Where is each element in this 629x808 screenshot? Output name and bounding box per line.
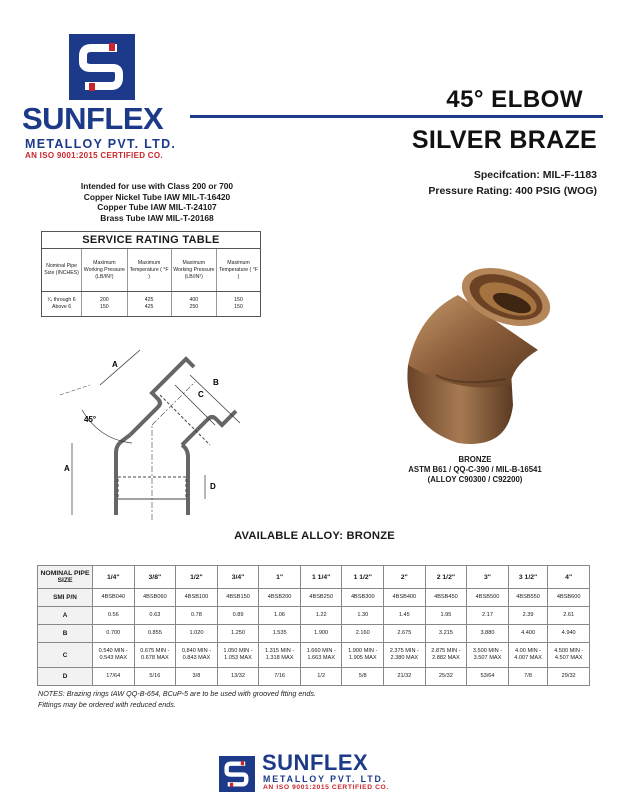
table-cell: 1 1/4" (300, 566, 342, 589)
table-cell: 0.56 (93, 607, 135, 625)
table-cell: 4BSB060 (134, 589, 176, 607)
table-cell: 1.900 MIN - 1.905 MAX (342, 643, 384, 668)
table-cell: 2.160 (342, 625, 384, 643)
table-cell: 25/32 (425, 668, 467, 686)
table-cell: 4.940 (548, 625, 590, 643)
table-cell: 0.700 (93, 625, 135, 643)
title-divider (190, 115, 603, 118)
service-cell: ¹⁄₄ through 6 Above 6 (47, 297, 76, 310)
table-cell: 4BSB300 (342, 589, 384, 607)
table-row (38, 668, 590, 686)
diagram-label-a-top: A (112, 360, 118, 369)
table-cell: 4BSB400 (384, 589, 426, 607)
caption-line: ASTM B61 / QQ-C-390 / MIL-B-16541 (408, 465, 542, 474)
caption-line: BRONZE (458, 455, 492, 464)
diagram-label-b: B (213, 378, 219, 387)
service-header: Maximum Temperature ( °F ) (217, 249, 261, 292)
table-row (38, 566, 590, 589)
table-cell: 29/32 (548, 668, 590, 686)
service-header: Nominal Pipe Size (INCHES) (42, 249, 82, 292)
table-cell: 3/8" (134, 566, 176, 589)
table-cell: 1.30 (342, 607, 384, 625)
footer-logo-mark (219, 756, 255, 792)
brand-name: SUNFLEX (22, 101, 164, 136)
row-label: SMI P/N (38, 589, 93, 607)
table-cell: 1" (259, 566, 301, 589)
table-cell: 4.00 MIN - 4.007 MAX (508, 643, 548, 668)
table-cell: 13/32 (217, 668, 259, 686)
photo-caption (350, 455, 600, 485)
table-cell: 1/4" (93, 566, 135, 589)
table-row (38, 589, 590, 607)
diagram-label-c: C (198, 390, 204, 399)
spec-specification: Specifcation: MIL-F-1183 (473, 169, 597, 181)
table-cell: 7/16 (259, 668, 301, 686)
table-cell: 3.880 (467, 625, 509, 643)
diagram-label-d: D (210, 482, 216, 491)
table-cell: 5/8 (342, 668, 384, 686)
service-table-title: SERVICE RATING TABLE (42, 232, 260, 249)
table-cell: 5/16 (134, 668, 176, 686)
table-cell: 0.78 (176, 607, 218, 625)
brand-logo-mark (69, 34, 135, 100)
table-cell: 4BSB550 (508, 589, 548, 607)
diagram-label-angle: 45° (84, 415, 97, 424)
table-cell: 0.840 MIN - 0.843 MAX (176, 643, 218, 668)
intended-line: Copper Nickel Tube IAW MIL-T-16420 (83, 191, 231, 202)
table-cell: 3 1/2" (508, 566, 548, 589)
table-cell: 3.500 MIN - 3.507 MAX (467, 643, 509, 668)
table-cell: 4" (548, 566, 590, 589)
table-cell: 3.215 (425, 625, 467, 643)
row-label: D (38, 668, 93, 686)
caption-line: (ALLOY C90300 / C92200) (427, 475, 523, 484)
table-cell: 2 1/2" (425, 566, 467, 589)
table-cell: 4BSB450 (425, 589, 467, 607)
service-cell: 400 250 (171, 292, 216, 317)
service-cell: 150 150 (217, 292, 261, 317)
table-cell: 4BSB100 (176, 589, 218, 607)
notes (38, 688, 316, 710)
page-title: 45° ELBOW (446, 86, 583, 113)
table-cell: 4BSB500 (467, 589, 509, 607)
table-cell: 2.39 (508, 607, 548, 625)
table-cell: 2.375 MIN - 2.380 MAX (384, 643, 426, 668)
table-cell: 4BSB600 (548, 589, 590, 607)
footer-brand-subtitle: METALLOY PVT. LTD. (263, 774, 388, 784)
table-cell: 53/64 (467, 668, 509, 686)
service-rating-table (41, 231, 261, 317)
table-cell: 0.89 (217, 607, 259, 625)
table-cell: 1.95 (425, 607, 467, 625)
table-cell: 1.535 (259, 625, 301, 643)
table-cell: 4BSB150 (217, 589, 259, 607)
elbow-dimension-diagram (60, 345, 250, 520)
intended-line: Brass Tube IAW MIL-T-20168 (100, 212, 214, 223)
table-cell: 1.45 (384, 607, 426, 625)
row-label: NOMINAL PIPE SIZE (38, 566, 93, 589)
spec-pressure: Pressure Rating: 400 PSIG (WOG) (428, 185, 597, 197)
row-label: A (38, 607, 93, 625)
table-cell: 17/64 (93, 668, 135, 686)
table-cell: 1.250 (217, 625, 259, 643)
table-cell: 3" (467, 566, 509, 589)
page-subtitle: SILVER BRAZE (411, 126, 597, 154)
footer-brand-name: SUNFLEX (262, 750, 369, 775)
table-row (38, 625, 590, 643)
table-cell: 4.400 (508, 625, 548, 643)
table-cell: 1.22 (300, 607, 342, 625)
table-cell: 21/32 (384, 668, 426, 686)
sunflex-s-icon (219, 756, 255, 792)
intended-line: Copper Tube IAW MIL-T-24107 (97, 202, 217, 212)
table-cell: 0.63 (134, 607, 176, 625)
table-cell: 2.61 (548, 607, 590, 625)
table-cell: 4.500 MIN - 4.507 MAX (548, 643, 590, 668)
table-cell: 2.675 (384, 625, 426, 643)
table-cell: 4BSB200 (259, 589, 301, 607)
table-cell: 1/2 (300, 668, 342, 686)
note-line: Fittings may be ordered with reduced ends. (38, 700, 176, 709)
table-cell: 1/2" (176, 566, 218, 589)
table-cell: 7/8 (508, 668, 548, 686)
row-label: B (38, 625, 93, 643)
table-cell: 2" (384, 566, 426, 589)
bronze-elbow-photo (388, 255, 558, 450)
service-header: Maximum Working Pressure (LB/IN²) (171, 249, 216, 292)
table-cell: 2.17 (467, 607, 509, 625)
table-cell: 0.855 (134, 625, 176, 643)
intended-line: Intended for use with Class 200 or 700 (80, 181, 234, 191)
table-cell: 3/8 (176, 668, 218, 686)
diagram-label-a: A (64, 464, 70, 473)
table-cell: 2.875 MIN - 2.882 MAX (425, 643, 467, 668)
table-cell: 1.900 (300, 625, 342, 643)
table-cell: 1 1/2" (342, 566, 384, 589)
table-cell: 0.540 MIN - 0.543 MAX (93, 643, 135, 668)
table-cell: 1.020 (176, 625, 218, 643)
service-header: Maximum Working Pressure (LB/IN²) (82, 249, 127, 292)
intended-use (48, 181, 266, 223)
table-cell: 3/4" (217, 566, 259, 589)
brand-certification: AN ISO 9001:2015 CERTIFIED CO. (25, 151, 163, 160)
row-label: C (38, 643, 93, 668)
available-alloy-heading: AVAILABLE ALLOY: BRONZE (234, 530, 395, 542)
table-cell: 1.315 MIN - 1.318 MAX (259, 643, 301, 668)
table-cell: 1.06 (259, 607, 301, 625)
table-row (38, 643, 590, 668)
spec-block (428, 167, 597, 199)
sunflex-s-icon (69, 34, 135, 100)
service-cell: 200 150 (82, 292, 127, 317)
table-cell: 1.660 MIN - 1.663 MAX (300, 643, 342, 668)
footer-brand-certification: AN ISO 9001:2015 CERTIFIED CO. (263, 784, 389, 791)
note-line: NOTES: Brazing rings IAW QQ-B-654, BCuP-5 are to be used with grooved ftting ends. (38, 689, 316, 698)
table-cell: 1.050 MIN - 1.053 MAX (217, 643, 259, 668)
dimension-table (37, 565, 590, 686)
table-cell: 0.675 MIN - 0.678 MAX (134, 643, 176, 668)
table-row (38, 607, 590, 625)
brand-subtitle: METALLOY PVT. LTD. (25, 137, 177, 151)
table-cell: 4BSB040 (93, 589, 135, 607)
service-cell: 425 425 (127, 292, 171, 317)
service-header: Maximum Temperature ( °F ) (127, 249, 171, 292)
table-cell: 4BSB250 (300, 589, 342, 607)
